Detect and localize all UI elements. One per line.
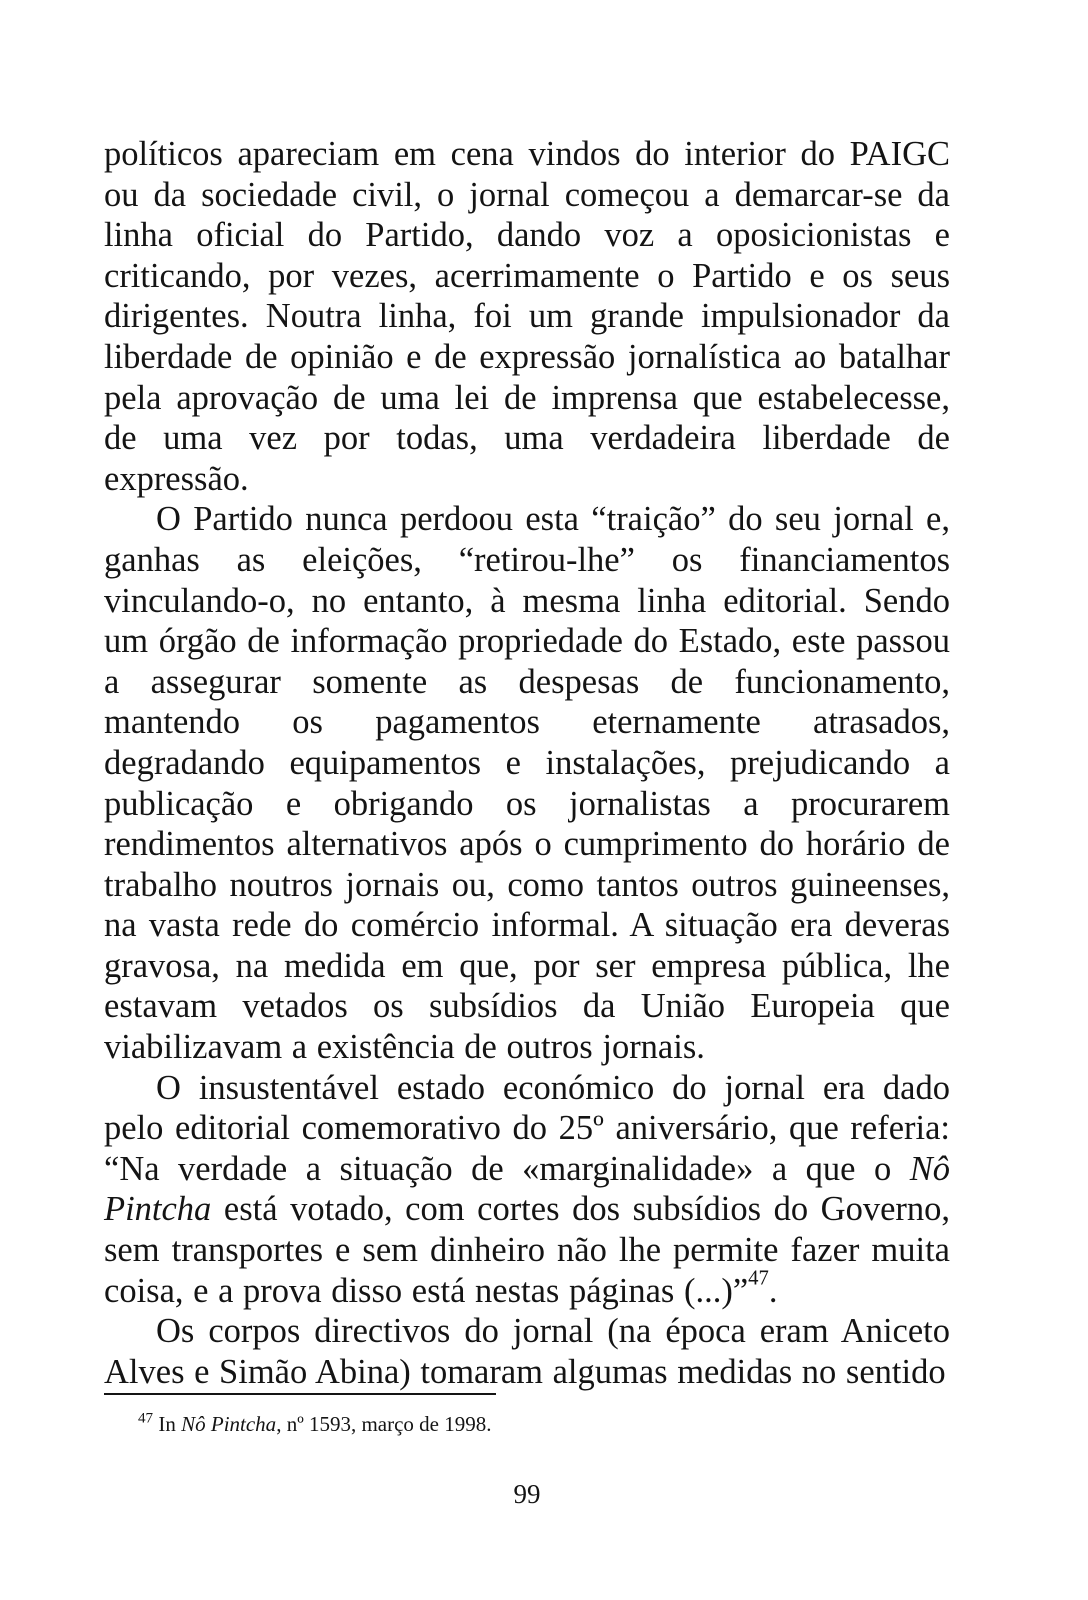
paragraph-3-text-quote: está votado, com cortes dos subsídios do Governo, sem transportes e sem dinheiro não lhe permite fazer muita coisa, e a prova disso está nestas páginas (...)” bbox=[104, 1190, 950, 1310]
paragraph-1-text: políticos apareciam em cena vindos do interior do PAIGC ou da sociedade civil, o jornal começou a demarcar-se da linha oficial do Partido, dando voz a oposicionistas e criticando, por vezes, acerrimamente o Partido e os seus dirigentes. Noutra linha, foi um grande impulsionador da liberdade de opinião e de expressão jornalística ao batalhar pela aprovação de uma lei de imprensa que estabelecesse, de uma vez por todas, uma verdadeira liberdade de expressão. bbox=[104, 135, 950, 498]
footnote-prefix: In bbox=[158, 1412, 182, 1436]
footnote-newspaper-title: Nô Pintcha bbox=[181, 1412, 277, 1436]
paragraph-4 bbox=[104, 1311, 950, 1392]
footnote-suffix: , nº 1593, março de 1998. bbox=[276, 1412, 492, 1436]
paragraph-3-text-start: O insustentável estado económico do jornal era dado pelo editorial comemorativo do 25º aniversário, que referia: “Na verdade a situação de «marginalidade» a que o bbox=[104, 1068, 950, 1188]
footnote-number: 47 bbox=[138, 1410, 154, 1427]
footnote bbox=[138, 1410, 838, 1438]
footnote-divider bbox=[104, 1393, 496, 1395]
paragraph-4-text: Os corpos directivos do jornal (na época eram Aniceto Alves e Simão Abina) tomaram algumas medidas no sentido bbox=[104, 1312, 950, 1391]
body-text bbox=[104, 134, 950, 1392]
footnote-reference[interactable]: 47 bbox=[748, 1267, 769, 1290]
newspaper-title: Nô Pintcha bbox=[104, 1149, 950, 1229]
paragraph-2 bbox=[104, 499, 950, 1067]
paragraph-2-text: O Partido nunca perdoou esta “traição” do seu jornal e, ganhas as eleições, “retirou-lhe” os financiamentos vinculando-o, no entanto, à mesma linha editorial. Sendo um órgão de informação propriedade do Estado, este passou a assegurar somente as despesas de funcionamento, mantendo os pagamentos eternamente atrasados, degradando equipamentos e instalações, prejudicando a publicação e obrigando os jornalistas a procurarem rendimentos alternativos após o cumprimento do horário de trabalho noutros jornais ou, como tantos outros guineenses, na vasta rede do comércio informal. A situação era deveras gravosa, na medida em que, por ser empresa pública, lhe estavam vetados os subsídios da União Europeia que viabilizavam a existência de outros jornais. bbox=[104, 500, 950, 1067]
paragraph-3 bbox=[104, 1068, 950, 1312]
paragraph-1 bbox=[104, 134, 950, 499]
paragraph-3-text-end: . bbox=[768, 1271, 778, 1310]
page-number: 99 bbox=[513, 1479, 541, 1509]
